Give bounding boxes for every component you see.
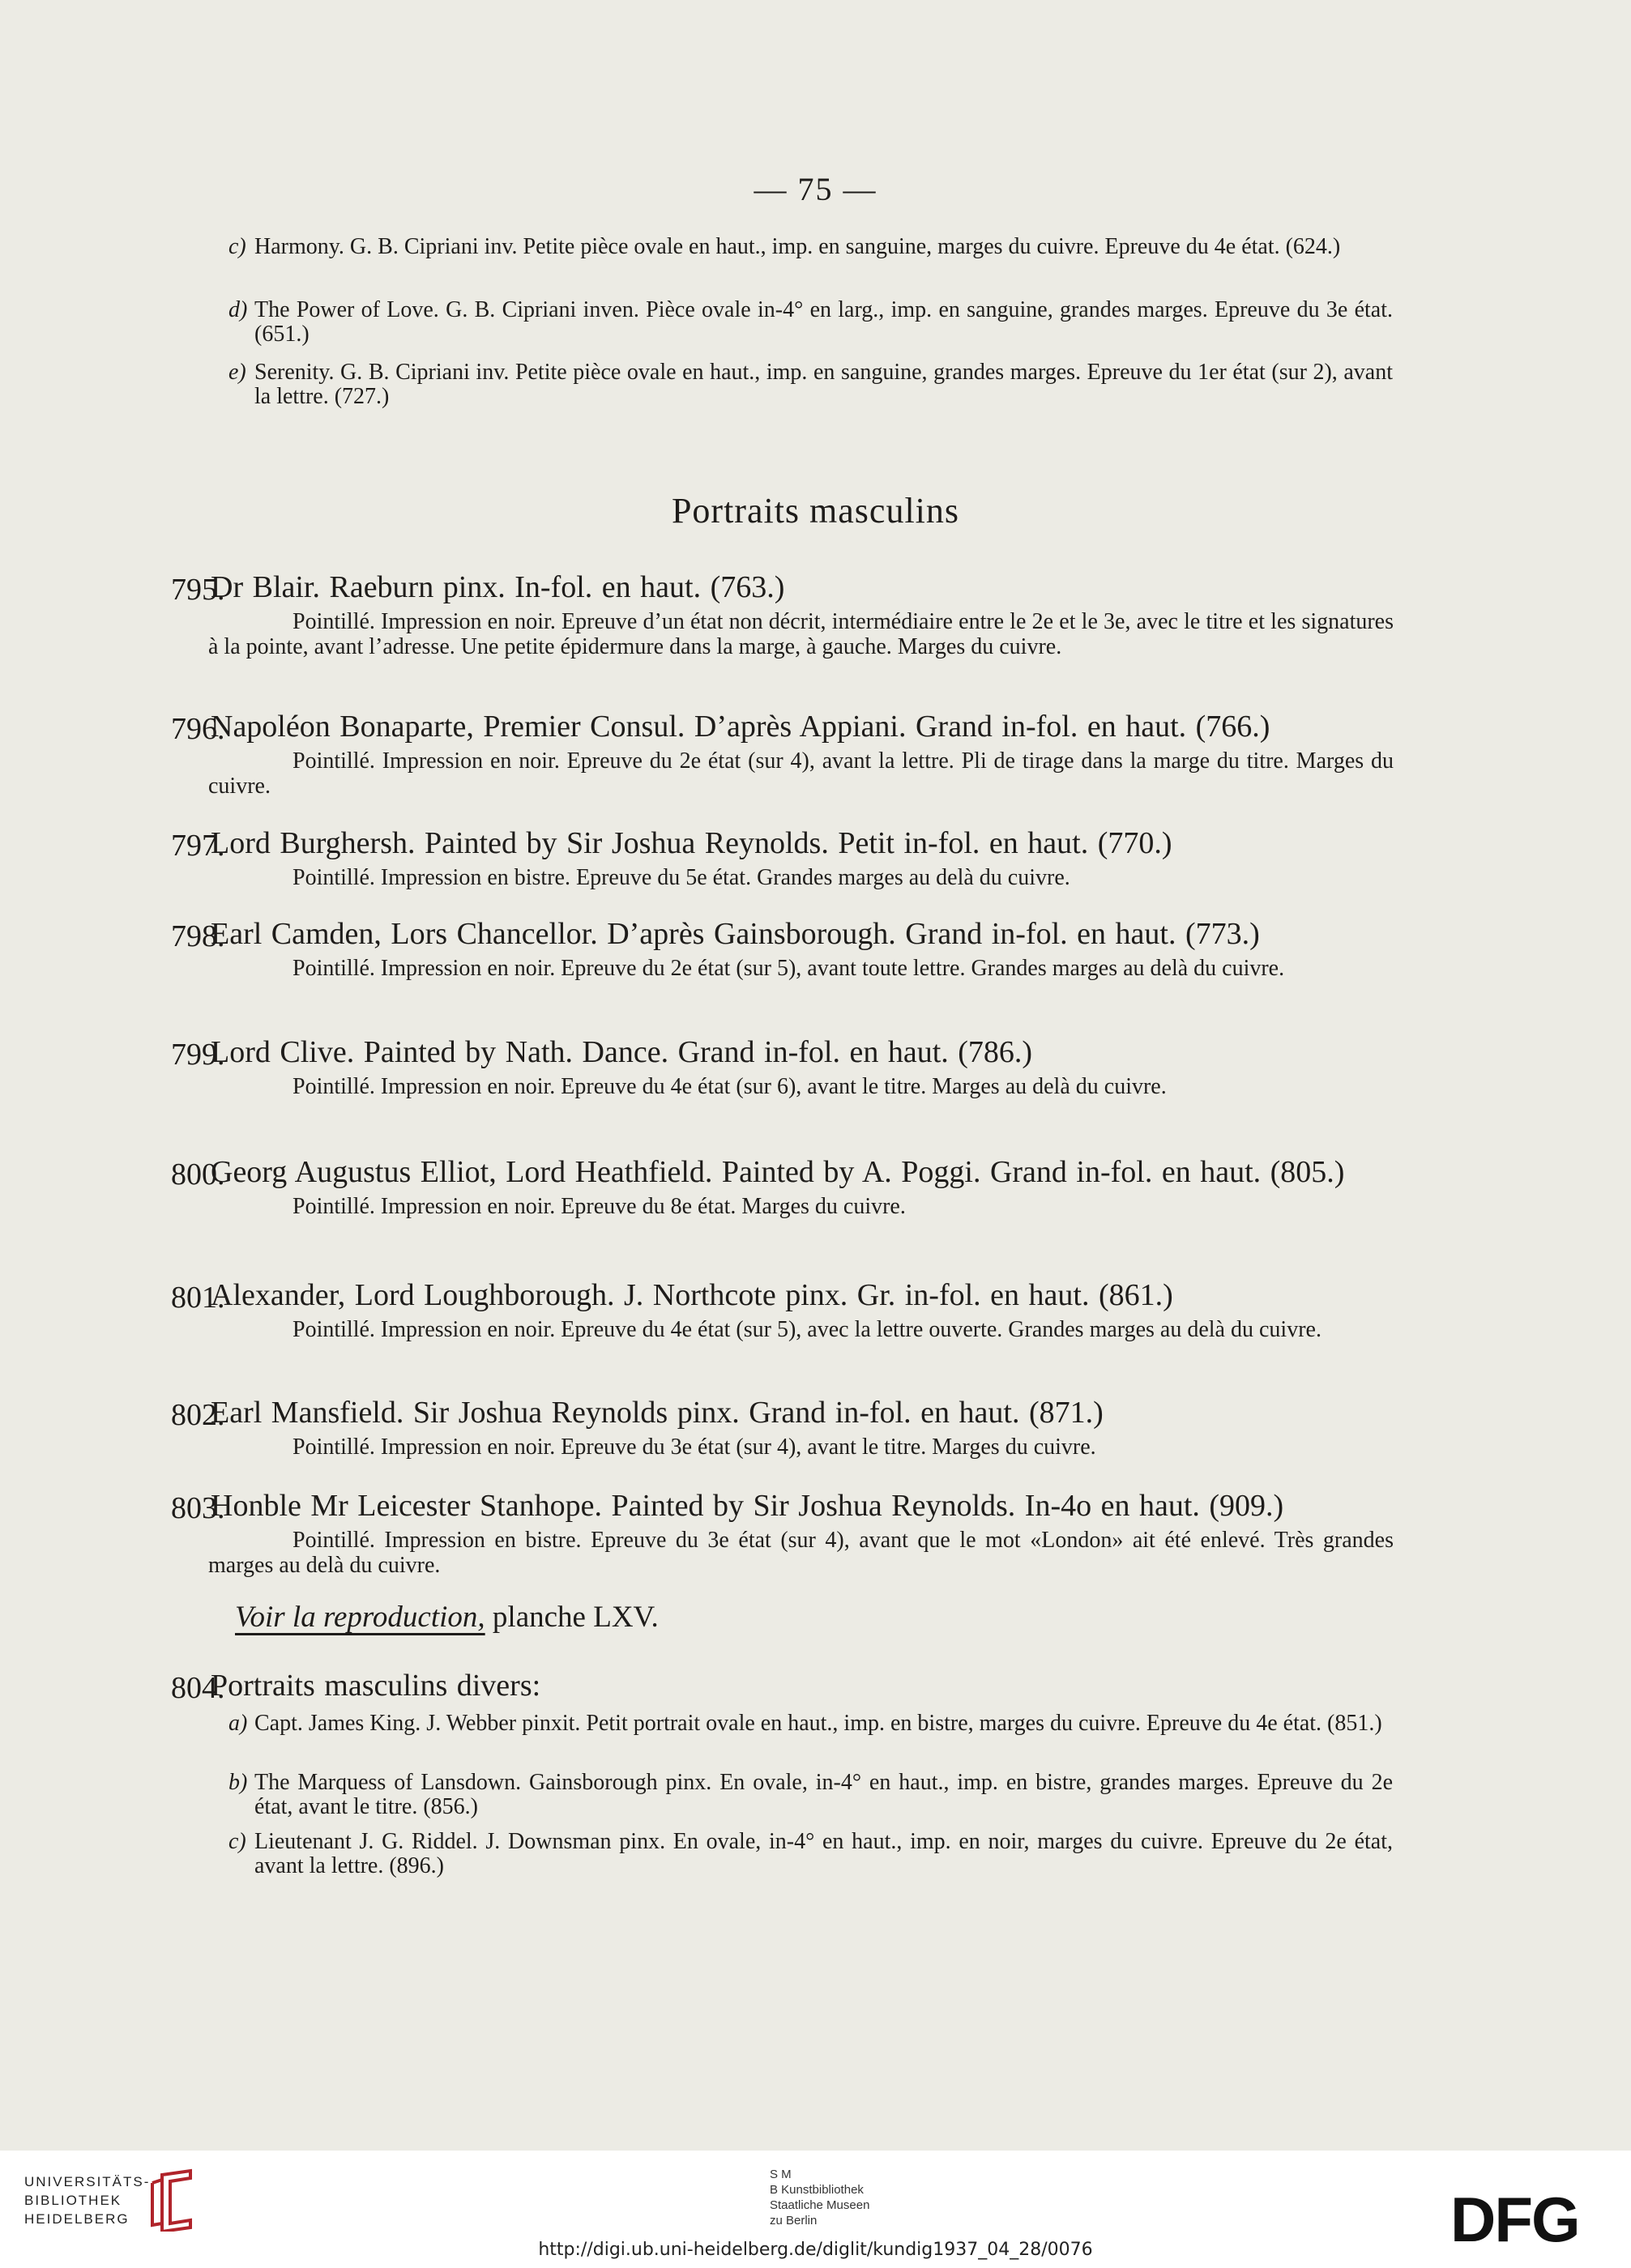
list-item bbox=[228, 360, 1393, 409]
entry-description: Pointillé. Impression en noir. Epreuve du 2e état (sur 5), avant toute lettre. Grandes marges au delà du cuivre. bbox=[292, 956, 1285, 981]
list-item bbox=[228, 297, 1393, 347]
list-item bbox=[228, 234, 1393, 259]
list-item bbox=[228, 1770, 1393, 1819]
catalog-entry bbox=[172, 1037, 1394, 1099]
item-label: a) bbox=[228, 1711, 248, 1736]
entry-heading: Lord Burghersh. Painted by Sir Joshua Reynolds. Petit in-fol. en haut. (770.) bbox=[211, 826, 1172, 860]
entry-heading: Dr Blair. Raeburn pinx. In-fol. en haut. (763.) bbox=[211, 570, 785, 604]
logo-line: Staatliche Museen bbox=[770, 2198, 870, 2212]
entry-number: 799. bbox=[171, 1038, 225, 1072]
item-label: e) bbox=[228, 360, 246, 385]
item-text: Capt. James King. J. Webber pinxit. Petit portrait ovale en haut., imp. en bistre, marges du cuivre. Epreuve du 4e état. (851.) bbox=[254, 1711, 1382, 1736]
entry-number: 800. bbox=[171, 1157, 225, 1192]
museum-logo[interactable] bbox=[770, 2167, 869, 2228]
entry-description: Pointillé. Impression en noir. Epreuve du 4e état (sur 5), avec la lettre ouverte. Grandes marges au delà du cuivre. bbox=[292, 1317, 1321, 1342]
entry-description: Pointillé. Impression en noir. Epreuve du 3e état (sur 4), avant le titre. Marges du cuivre. bbox=[292, 1435, 1096, 1460]
catalog-entry bbox=[172, 1280, 1394, 1342]
item-label: c) bbox=[228, 234, 246, 259]
item-label: c) bbox=[228, 1829, 246, 1854]
university-mark-icon bbox=[146, 2167, 203, 2232]
list-item bbox=[228, 1829, 1393, 1878]
item-text: Harmony. G. B. Cipriani inv. Petite pièce ovale en haut., imp. en sanguine, marges du cuivre. Epreuve du 4e état. (624.) bbox=[254, 234, 1341, 259]
dfg-logo[interactable]: DFG bbox=[1450, 2184, 1579, 2255]
entry-heading: Honble Mr Leicester Stanhope. Painted by Sir Joshua Reynolds. In-4o en haut. (909.) bbox=[211, 1489, 1284, 1523]
logo-line: BIBLIOTHEK bbox=[24, 2193, 122, 2208]
entry-heading: Napoléon Bonaparte, Premier Consul. D’après Appiani. Grand in-fol. en haut. (766.) bbox=[211, 710, 1270, 744]
item-text: The Power of Love. G. B. Cipriani inven. Pièce ovale in-4° en larg., imp. en sanguine, grandes marges. Epreuve du 3e état. (651.) bbox=[254, 297, 1393, 347]
entry-heading: Georg Augustus Elliot, Lord Heathfield. Painted by A. Poggi. Grand in-fol. en haut. (805.) bbox=[211, 1155, 1345, 1189]
entry-number: 796. bbox=[171, 712, 225, 746]
item-label: b) bbox=[228, 1770, 248, 1795]
logo-line: HEIDELBERG bbox=[24, 2211, 130, 2227]
logo-line: UNIVERSITÄTS- bbox=[24, 2174, 151, 2189]
entry-description: Pointillé. Impression en noir. Epreuve du 4e état (sur 6), avant le titre. Marges au delà du cuivre. bbox=[292, 1074, 1167, 1099]
entry-description: Pointillé. Impression en bistre. Epreuve du 5e état. Grandes marges au delà du cuivre. bbox=[292, 865, 1070, 890]
entry-heading: Earl Camden, Lors Chancellor. D’après Gainsborough. Grand in-fol. en haut. (773.) bbox=[211, 917, 1260, 951]
catalog-entry bbox=[172, 711, 1394, 799]
logo-line: zu Berlin bbox=[770, 2214, 818, 2228]
catalog-entry bbox=[172, 828, 1394, 890]
footer-bar bbox=[0, 2151, 1631, 2268]
catalog-entry bbox=[172, 1397, 1394, 1460]
logo-line: S M bbox=[770, 2168, 792, 2181]
reproduction-reference bbox=[235, 1600, 659, 1635]
entry-heading: Alexander, Lord Loughborough. J. Northcote pinx. Gr. in-fol. en haut. (861.) bbox=[211, 1278, 1173, 1312]
item-text: The Marquess of Lansdown. Gainsborough pinx. En ovale, in-4° en haut., imp. en bistre, grandes marges. Epreuve du 2e état, avant le titre. (856.) bbox=[254, 1770, 1393, 1819]
entry-number: 798. bbox=[171, 919, 225, 953]
entry-number: 801. bbox=[171, 1281, 225, 1315]
catalog-entry bbox=[171, 1669, 1394, 1705]
entry-number: 803. bbox=[171, 1491, 225, 1525]
item-label: d) bbox=[228, 297, 248, 322]
logo-line: B Kunstbibliothek bbox=[770, 2183, 864, 2197]
entry-number: 802. bbox=[171, 1398, 225, 1432]
entry-description: Pointillé. Impression en noir. Epreuve d’un état non décrit, intermédiaire entre le 2e et le 3e, avec le titre et les signatures à la pointe, avant l’adresse. Une petite épidermure dans la marge, à gauche. Marges du cuivre. bbox=[208, 609, 1394, 659]
university-logo[interactable] bbox=[24, 2172, 150, 2228]
entry-heading: Portraits masculins divers: bbox=[211, 1669, 541, 1703]
entry-number: 804. bbox=[171, 1671, 225, 1705]
catalog-entry bbox=[172, 1157, 1394, 1219]
catalog-entry bbox=[172, 1490, 1394, 1578]
entry-number: 795. bbox=[171, 573, 225, 607]
list-item bbox=[228, 1711, 1393, 1736]
catalog-entry bbox=[172, 919, 1394, 981]
reproduction-link[interactable]: Voir la reproduction, bbox=[235, 1601, 485, 1634]
entry-description: Pointillé. Impression en bistre. Epreuve du 3e état (sur 4), avant que le mot «London» ait été enlevé. Très grandes marges au delà du cuivre. bbox=[208, 1528, 1394, 1578]
entry-heading: Lord Clive. Painted by Nath. Dance. Grand in-fol. en haut. (786.) bbox=[211, 1035, 1033, 1069]
entry-description: Pointillé. Impression en noir. Epreuve du 2e état (sur 4), avant la lettre. Pli de tirage dans la marge du titre. Marges du cuivre. bbox=[208, 748, 1394, 799]
entry-number: 797. bbox=[171, 829, 225, 863]
item-text: Serenity. G. B. Cipriani inv. Petite pièce ovale en haut., imp. en sanguine, grandes marges. Epreuve du 1er état (sur 2), avant la lettre. (727.) bbox=[254, 360, 1393, 409]
source-url[interactable]: http://digi.ub.uni-heidelberg.de/diglit/kundig1937_04_28/0076 bbox=[538, 2240, 1093, 2260]
plate-reference: planche LXV. bbox=[492, 1601, 659, 1634]
item-text: Lieutenant J. G. Riddel. J. Downsman pinx. En ovale, in-4° en haut., imp. en noir, marges du cuivre. Epreuve du 2e état, avant la lettre. (896.) bbox=[254, 1829, 1393, 1878]
catalog-entry bbox=[172, 572, 1394, 659]
entry-heading: Earl Mansfield. Sir Joshua Reynolds pinx. Grand in-fol. en haut. (871.) bbox=[211, 1396, 1104, 1430]
page-number: — 75 — bbox=[754, 171, 877, 207]
section-title: Portraits masculins bbox=[671, 491, 960, 531]
entry-description: Pointillé. Impression en noir. Epreuve du 8e état. Marges du cuivre. bbox=[292, 1194, 906, 1219]
